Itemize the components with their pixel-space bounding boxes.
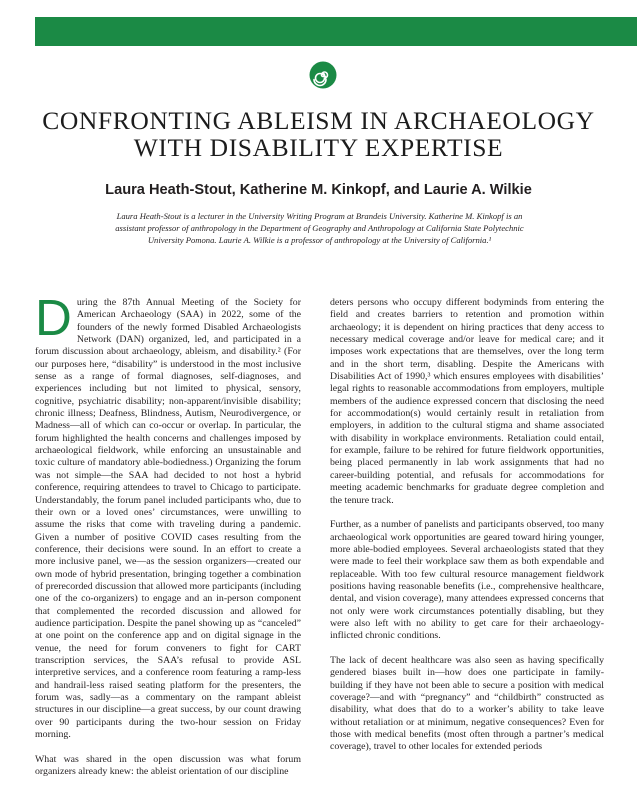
title-line-1: CONFRONTING ABLEISM IN ARCHAEOLOGY: [42, 106, 595, 135]
paragraph: deters persons who occupy different bodyminds from entering the field and creates barriers to retention and promotion within archaeology; it is dependent on hiring practices that deny access to necessary medical coverage and/or leave for medical care; and it imposes work expectations that are themselves, over the long term and in the short term, disabling. Despite the Americans with Disabilities Act of 1990,³ which ensures employees with disabilities’ legal rights to reasonable accommodations from employers, multiple members of the audience expressed concern that disclosing the need for accommodation(s) would certainly result in retaliation from employers, in addition to the cultural stigma and shame associated with disability in workplace environments. Retaliation could entail, for example, failure to be rehired for future fieldwork opportunities, being placed permanently in lab work assignments that had no career-building potential, and refusals for accommodations for meeting academic benchmarks for graduate degree completion and the tenure track.: [330, 297, 604, 506]
title-line-2: WITH DISABILITY EXPERTISE: [133, 133, 504, 162]
article-title: [0, 107, 637, 161]
authors: Laura Heath-Stout, Katherine M. Kinkopf, and Laurie A. Wilkie: [105, 182, 532, 198]
header-bar: [35, 17, 637, 46]
paragraph: The lack of decent healthcare was also seen as having specifically gendered biases built in—how does one participate in family-building if they have not been able to secure a position with medical coverage?—and with “pregnancy” and “childbirth” constructed as disability, what does that do to a worker’s ability to take leave without retaliation or at minimum, negative consequences? Even for those with medical benefits (most often through a partner’s medical coverage), travel to other locales for extended periods: [330, 654, 604, 753]
paragraph-text: uring the 87th Annual Meeting of the Society for American Archaeology (SAA) in 2022, some of the founders of the newly formed Disabled Archaeologists Network (DAN) organized, led, and participated in a forum discussion about archaeology, ableism, and disability.² (For our purposes here, “disability” is understood in the most inclusive sense as a range of formal diagnoses, self-diagnoses, and experiences including but not limited to physical, sensory, cognitive, psychiatric disability; non-apparent/invisible disability; chronic illness; Deafness, Blindness, Autism, Neurodivergence, or Madness—all of which can co-occur or overlap. In particular, the forum highlighted the health concerns and challenges imposed by archaeological fieldwork, while enforcing an unsustainable and toxic culture of mandatory able-bodiedness.) Organizing the forum was not simple—the SAA had decided to not host a hybrid conference, requiring attendees to travel to Chicago to participate. Understandably, the forum panel included participants who, due to their own or a loved ones’ circumstances, were unwilling to assume the risks that come with traveling during a pandemic. Given a number of positive COVID cases resulting from the conference, their decisions were sound. In an effort to create a more inclusive panel, we—as the session organizers—created our own mode of hybrid presentation, bringing together a combination of prerecorded discussion that allowed more participants (including one of the co-organizers) to engage and an in-person component that complemented the recorded discussion and allowed for audience participation. Despite the panel showing up as “canceled” at one point on the conference app and on digital signage in the venue, the need for forum conveners to fight for CART transcription services, the SAA’s refusal to provide ASL interpretive services, and a conference room featuring a ramp-less and handrail-less raised seating platform for the presenters, the forum was, sadly—as a commentary on the rampant ableist structures in our discipline—a great success, by our count drawing over 90 participants during the two-hour session on Friday morning.: [35, 297, 301, 741]
author-affiliations: Laura Heath-Stout is a lecturer in the University Writing Program at Brandeis University. Katherine M. Kinkopf is an assistant professor of anthropology in the Department of Geography and Anthropology at California State Polytechnic University Pomona. Laurie A. Wilkie is a professor of anthropology at the University of California.¹: [115, 211, 524, 245]
paragraph: [35, 289, 301, 741]
drop-cap: D: [35, 289, 72, 346]
left-column: [35, 289, 301, 778]
paragraph: What was shared in the open discussion was what forum organizers already knew: the ableist orientation of our discipline: [35, 753, 301, 778]
paragraph: Further, as a number of panelists and participants observed, too many archaeological work opportunities are geared toward hiring younger, more able-bodied employees. Several archaeologists stated that they were made to feel their workplace saw them as both expendable and replaceable. With too few cultural resource management fieldwork positions having reasonable benefits (i.e., comprehensive healthcare, dental, and vision coverage), many attendees expressed concerns that not only were work circumstances potentially disabling, but they were also left with no ability to get care for their archaeology-inflicted chronic conditions.: [330, 519, 604, 642]
spiral-icon: [309, 61, 337, 89]
right-column: [330, 297, 604, 754]
